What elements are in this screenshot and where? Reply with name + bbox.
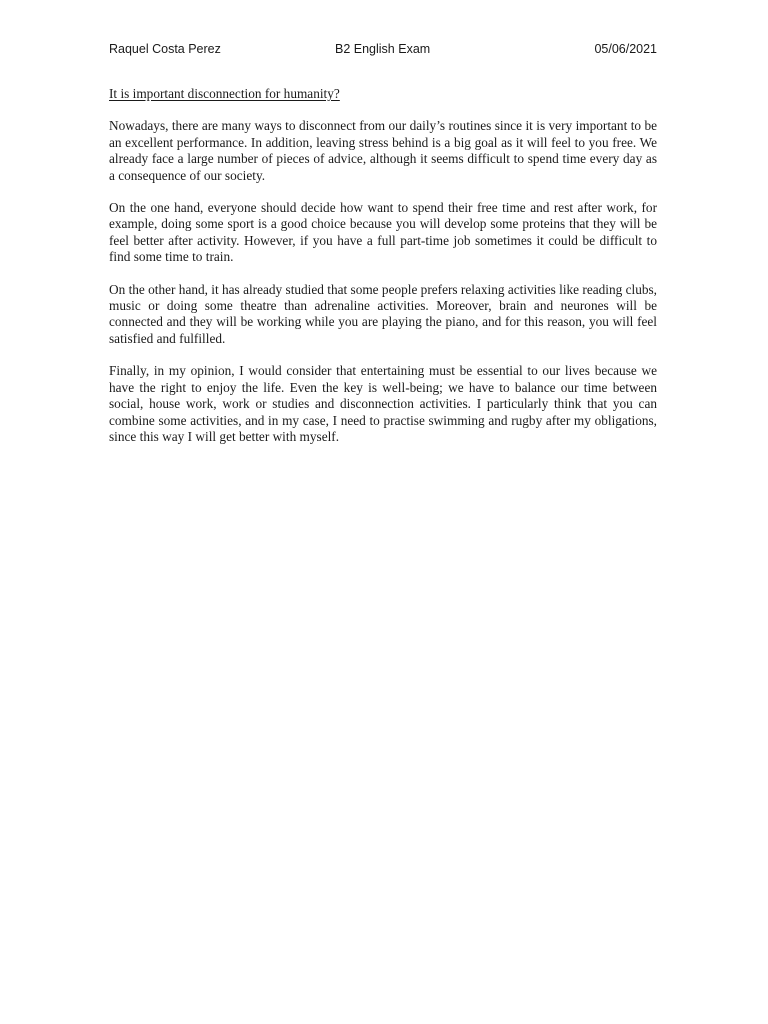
essay-title: It is important disconnection for humanity? (109, 86, 340, 101)
exam-date: 05/06/2021 (594, 42, 657, 56)
author-name: Raquel Costa Perez (109, 42, 221, 56)
exam-title: B2 English Exam (335, 42, 431, 56)
paragraph-4: Finally, in my opinion, I would consider that entertaining must be essential to our lives because we have the right to enjoy the life. Even the key is well-being; we have to balance our time between social, house work, work or studies and disconnection activities. I particularly think that you can combine some activities, and in my case, I need to practise swimming and rugby after my obligations, since this way I will get better with myself. (109, 363, 657, 444)
paragraph-2: On the one hand, everyone should decide how want to spend their free time and rest after work, for example, doing some sport is a good choice because you will develop some proteins that they will be feel better after activity. However, if you have a full part-time job sometimes it could be difficult to find some time to train. (109, 200, 657, 265)
paragraph-1: Nowadays, there are many ways to disconnect from our daily’s routines since it is very important to be an excellent performance. In addition, leaving stress behind is a big goal as it will feel to you free. We already face a large number of pieces of advice, although it seems difficult to spend time every day as a consequence of our society. (109, 118, 657, 183)
paragraph-3: On the other hand, it has already studied that some people prefers relaxing activities like reading clubs, music or doing some theatre than adrenaline activities. Moreover, brain and neurones will be connected and they will be working while you are playing the piano, and for this reason, you will feel satisfied and fulfilled. (109, 281, 657, 346)
page-header (109, 42, 657, 60)
document-body (109, 86, 657, 461)
